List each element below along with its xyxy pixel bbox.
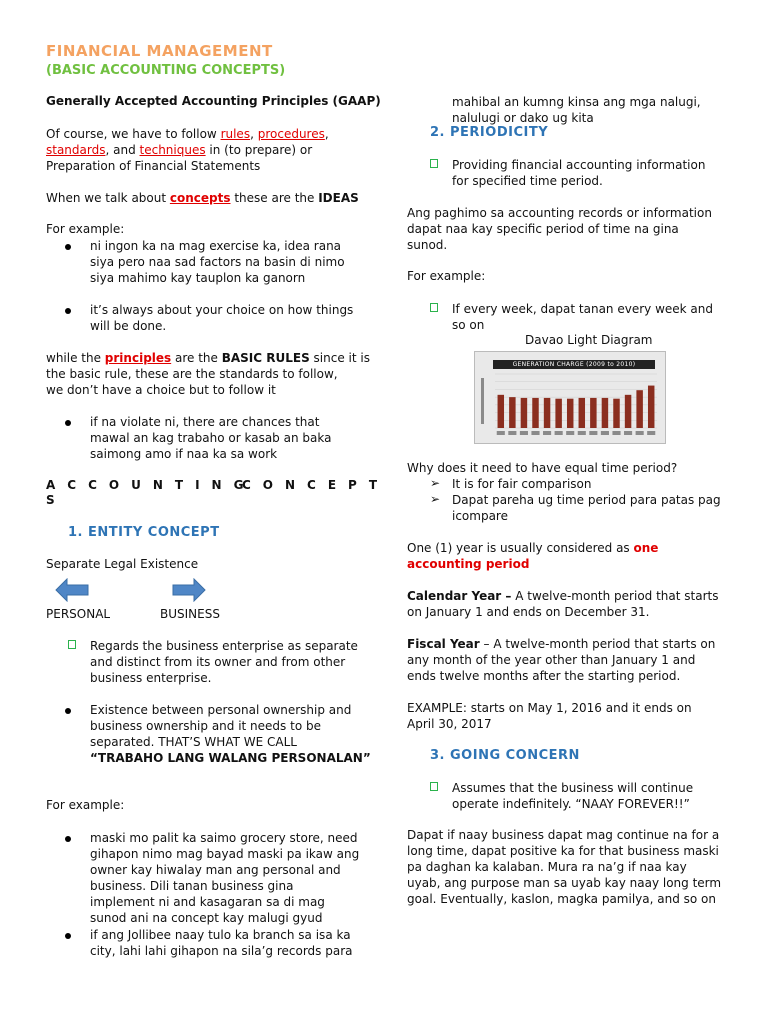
example-line: EXAMPLE: starts on May 1, 2016 and it ends on April 30, 2017 (407, 701, 692, 731)
chart-category-label (531, 431, 539, 435)
standards-link: standards (46, 143, 106, 157)
ang-paragraph: Ang paghimo sa accounting records or information dapat naa kay specific period of time na gina sunod. (407, 206, 712, 252)
dapat-paragraph: Dapat if naay business dapat mag continue na for a long time, dapat positive ka for that business maski pa daghan ka kalaban. Mura ra na’g if naa kay uyab, ang purpose man sa uyab kay naay long term goal. Eventually, kaslon, magka pamilya, and so on (407, 828, 722, 906)
chart-category-label (508, 431, 516, 435)
concepts-line: When we talk about concepts these are the IDEAS (46, 191, 359, 205)
list-item: If every week, dapat tanan every week and so on (452, 302, 713, 332)
chart-bar (636, 390, 642, 428)
arrow-left-icon (55, 578, 89, 602)
chart-category-label (520, 431, 528, 435)
bullet-dot (65, 836, 71, 842)
chart-category-label (647, 431, 655, 435)
for-example-1: For example: (46, 222, 125, 236)
list-item: Existence between personal ownership and business ownership and it needs to be separated. THAT’S WHAT WE CALL “TRABAHO LANG WALANG PERSONALAN” (90, 703, 371, 765)
list-item: ni ingon ka na mag exercise ka, idea rana siya pero naa sad factors na basin di nimo siya mahimo kay tauplon ka ganorn (90, 239, 345, 285)
arrow-bullet-icon: ➢ (430, 476, 441, 490)
list-item: if na violate ni, there are chances that mawal an kag trabaho or kasab an baka saimong amo if naa ka sa work (90, 415, 332, 461)
for-example-right: For example: (407, 269, 486, 283)
rules-link: rules (220, 127, 251, 141)
bullet-dot (65, 420, 71, 426)
why-question: Why does it need to have equal time period? (407, 461, 678, 475)
bullet-dot (65, 708, 71, 714)
chart-bar (532, 398, 538, 428)
davao-light-chart (474, 351, 666, 444)
list-item: Dapat pareha ug time period para patas pag icompare (452, 493, 721, 523)
list-item-continued: mahibal an kumng kinsa ang mga nalugi, nalulugi or dako ug kita (452, 95, 701, 125)
list-item: Assumes that the business will continue operate indefinitely. “NAAY FOREVER!!” (452, 781, 694, 811)
accounting-concepts-heading: ACCOUNTING CONCEPT S (46, 478, 390, 507)
list-item: Providing financial accounting information for specified time period. (452, 158, 706, 188)
chart-bar (555, 399, 561, 428)
procedures-link: procedures (257, 127, 325, 141)
bullet-dot (65, 308, 71, 314)
bullet-dot (65, 933, 71, 939)
chart-bar (544, 398, 550, 428)
list-item: maski mo palit ka saimo grocery store, need gihapon nimo mag bayad maski pa ikaw ang owner kay hiwalay man ang personal and business. Dili tanan business gina implement ni and kasagaran sa di mag sunod ani na concept kay malugi gyud (90, 831, 360, 925)
one-year-line: One (1) year is usually considered as one accounting period (407, 541, 659, 571)
diagram-caption: Davao Light Diagram (525, 333, 653, 347)
checkbox-bullet-icon (68, 640, 76, 649)
chart-bar (509, 397, 515, 428)
arrow-bullet-icon: ➢ (430, 492, 441, 506)
chart-bar (613, 399, 619, 428)
chart-bar (498, 395, 504, 428)
document-subtitle: (BASIC ACCOUNTING CONCEPTS) (46, 63, 286, 78)
chart-category-label (589, 431, 597, 435)
bullet-dot (65, 244, 71, 250)
chart-bar (579, 398, 585, 428)
calendar-year: Calendar Year – A twelve-month period that starts on January 1 and ends on December 31. (407, 589, 719, 619)
techniques-link: techniques (139, 143, 206, 157)
chart-bar (625, 395, 631, 428)
chart-category-label (497, 431, 505, 435)
chart-category-label (601, 431, 609, 435)
checkbox-bullet-icon (430, 303, 438, 312)
chart-bar (590, 398, 596, 428)
list-item: it’s always about your choice on how things will be done. (90, 303, 354, 333)
document-title: FINANCIAL MANAGEMENT (46, 42, 273, 60)
list-item: It is for fair comparison (452, 477, 592, 491)
business-label: BUSINESS (160, 607, 220, 621)
list-item: Regards the business enterprise as separate and distinct from its owner and from other business enterprise. (90, 639, 358, 685)
chart-category-label (578, 431, 586, 435)
chart-bar (521, 398, 527, 428)
checkbox-bullet-icon (430, 159, 438, 168)
arrow-right-icon (172, 578, 206, 602)
separate-legal-existence: Separate Legal Existence (46, 557, 199, 571)
gaap-heading: Generally Accepted Accounting Principles (GAAP) (46, 94, 381, 108)
chart-category-label (555, 431, 563, 435)
chart-bar (602, 398, 608, 428)
trabaho-quote: “TRABAHO LANG WALANG PERSONALAN” (90, 751, 371, 765)
chart-category-label (624, 431, 632, 435)
checkbox-bullet-icon (430, 782, 438, 791)
chart-category-label (636, 431, 644, 435)
chart-title: GENERATION CHARGE (2009 to 2010) (493, 360, 655, 369)
principles-paragraph: while the principles are the BASIC RULES since it is the basic rule, these are the standards to follow, we don’t have a choice but to follow it (46, 351, 370, 397)
fiscal-year: Fiscal Year – A twelve-month period that starts on any month of the year other than January 1 and ends twelve months after the starting period. (407, 637, 716, 683)
chart-category-label (566, 431, 574, 435)
chart-category-label (543, 431, 551, 435)
periodicity-heading: 2. PERIODICITY (430, 125, 549, 140)
chart-y-axis-label (481, 378, 484, 424)
chart-bar (567, 399, 573, 428)
chart-category-label (612, 431, 620, 435)
list-item: if ang Jollibee naay tulo ka branch sa isa ka city, lahi lahi gihapon na sila’g records para (90, 928, 353, 958)
for-example-2: For example: (46, 798, 125, 812)
chart-bar (648, 386, 654, 428)
going-concern-heading: 3. GOING CONCERN (430, 748, 580, 763)
entity-concept-heading: 1. ENTITY CONCEPT (68, 525, 220, 540)
chart-plot (475, 352, 665, 443)
intro-paragraph: Of course, we have to follow rules, procedures, standards, and techniques in (to prepare) or Preparation of Financial Statements (46, 127, 329, 173)
personal-label: PERSONAL (46, 607, 111, 621)
